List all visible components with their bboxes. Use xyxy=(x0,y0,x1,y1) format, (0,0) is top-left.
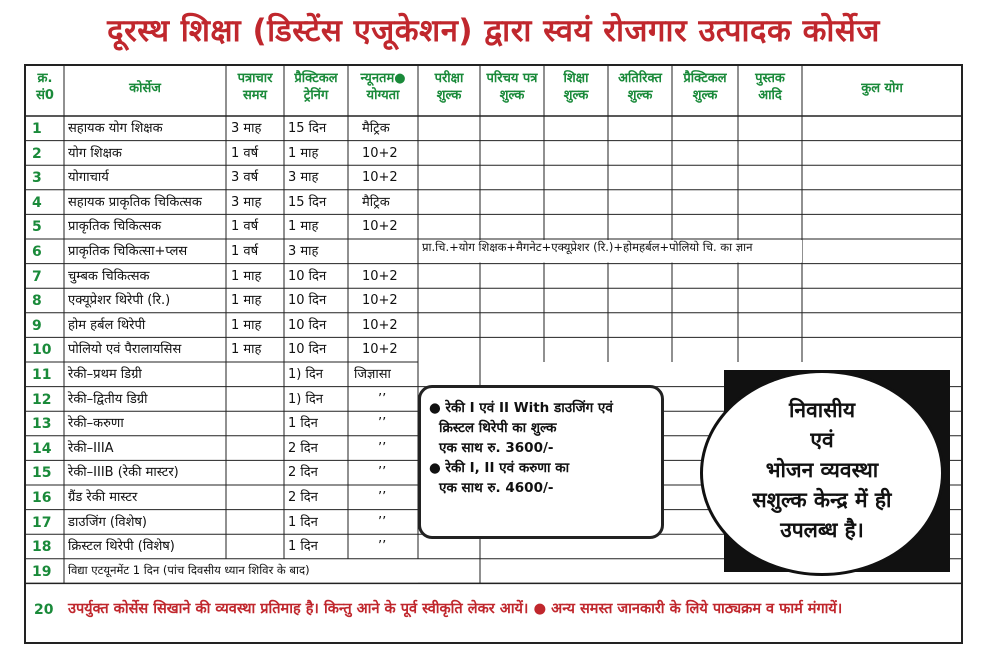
course-qualification: 10+2 xyxy=(362,268,398,284)
row-number: 9 xyxy=(32,317,42,334)
course-name: ग्रैंड रेकी मास्टर xyxy=(68,490,138,505)
reiki-fee-line3: एक साथ रु. 3600/- xyxy=(439,440,554,456)
residence-badge xyxy=(700,370,944,576)
header-extra-fee xyxy=(608,70,672,104)
course-practical: 1 दिन xyxy=(288,514,318,530)
course-practical: 10 दिन xyxy=(288,317,327,333)
row-number: 11 xyxy=(32,367,52,383)
reiki-fee-box xyxy=(418,385,664,539)
header-exam-fee xyxy=(418,70,480,104)
row-number: 2 xyxy=(32,145,42,162)
course-qualification: 10+2 xyxy=(362,293,398,309)
course-qualification: ’’ xyxy=(378,539,387,555)
course-name: प्राकृतिक चिकित्सा+प्लस xyxy=(68,244,188,259)
course-qualification: जिज्ञासा xyxy=(354,367,391,382)
header-course: कोर्सेज xyxy=(129,81,161,96)
residence-line5: उपलब्ध है। xyxy=(780,518,864,542)
course-qualification: मैट्रिक xyxy=(362,194,390,210)
reiki-fee-line2: क्रिस्टल थिरेपी का शुल्क xyxy=(439,420,557,436)
course-name: रेकी–प्रथम डिग्री xyxy=(68,367,142,382)
course-qualification: ’’ xyxy=(378,490,387,505)
course-practical: 2 दिन xyxy=(288,490,318,505)
header-duration xyxy=(226,70,284,104)
header-sno-line1: क्र. xyxy=(37,71,53,86)
row-number: 16 xyxy=(32,490,52,506)
course-duration: 1 वर्ष xyxy=(231,244,259,259)
header-practical-line1: प्रैक्टिकल xyxy=(294,71,338,86)
header-edu-fee-line1: शिक्षा xyxy=(563,71,589,86)
course-name: सहायक योग शिक्षक xyxy=(68,121,163,136)
row-number: 1 xyxy=(32,121,42,137)
course-qualification: ’’ xyxy=(378,440,387,456)
course-practical: 1) दिन xyxy=(288,367,323,382)
header-practical-fee xyxy=(672,70,738,104)
course-practical: 10 दिन xyxy=(288,268,327,284)
header-qualification-line2: योग्यता xyxy=(366,88,400,103)
header-qualification xyxy=(348,70,418,104)
header-id-fee-line1: परिचय पत्र xyxy=(486,71,538,86)
header-exam-fee-line2: शुल्क xyxy=(436,88,462,103)
row-number: 5 xyxy=(32,219,42,236)
header-books xyxy=(738,70,802,104)
course-qualification: ’’ xyxy=(378,416,387,432)
header-total: कुल योग xyxy=(861,81,903,96)
header-extra-fee-line1: अतिरिक्त xyxy=(618,71,662,86)
course-qualification: मैट्रिक xyxy=(362,121,390,136)
header-practical-fee-line2: शुल्क xyxy=(692,88,718,103)
row-number: 15 xyxy=(32,465,52,482)
course-duration: 1 वर्ष xyxy=(231,219,259,235)
course-qualification: 10+2 xyxy=(362,170,398,186)
header-practical-line2: ट्रेनिंग xyxy=(303,88,329,103)
course-name: एक्यूप्रेशर थिरेपी (रि.) xyxy=(68,293,171,309)
course-practical: 10 दिन xyxy=(288,342,327,358)
header-books-line2: आदि xyxy=(758,88,782,103)
row-number: 7 xyxy=(32,268,42,285)
header-practical-fee-line1: प्रैक्टिकल xyxy=(683,71,727,86)
course-duration: 3 वर्ष xyxy=(231,170,259,186)
course-name: डाउजिंग (विशेष) xyxy=(68,514,148,530)
course-duration: 1 माह xyxy=(231,317,262,333)
footer-row-number: 20 xyxy=(34,602,54,618)
header-edu-fee xyxy=(544,70,608,104)
row-number: 8 xyxy=(32,293,42,310)
header-practical xyxy=(284,70,348,104)
course-name: रेकी–द्वितीय डिग्री xyxy=(68,391,148,407)
row-number: 10 xyxy=(32,342,52,359)
course-duration: 1 माह xyxy=(231,268,262,284)
course-qualification: ’’ xyxy=(378,465,387,481)
course-name: होम हर्बल थिरेपी xyxy=(68,317,146,333)
row-number: 14 xyxy=(32,440,52,457)
header-exam-fee-line1: परीक्षा xyxy=(434,71,464,86)
course-practical: 15 दिन xyxy=(288,194,327,210)
row6-combined-note: प्रा.चि.+योग शिक्षक+मैगनेट+एक्यूप्रेशर (रि.)+होमहर्बल+पोलियो चि. का ज्ञान xyxy=(422,240,753,254)
header-sno-line2: सं0 xyxy=(36,88,54,103)
course-duration: 1 वर्ष xyxy=(231,145,259,161)
course-practical: 3 माह xyxy=(288,170,319,186)
course-name: रेकी–IIIB (रेकी मास्टर) xyxy=(68,465,179,481)
course-duration: 1 माह xyxy=(231,342,262,358)
row-number: 6 xyxy=(32,244,42,260)
header-sno xyxy=(26,70,64,104)
residence-line1: निवासीय xyxy=(788,398,856,422)
course-qualification: 10+2 xyxy=(362,145,398,161)
course-duration: 1 माह xyxy=(231,293,262,309)
course-name: रेकी–करुणा xyxy=(68,416,124,432)
course-name: सहायक प्राकृतिक चिकित्सक xyxy=(68,194,202,210)
course-practical: 10 दिन xyxy=(288,293,327,309)
course-practical: 2 दिन xyxy=(288,465,318,481)
reiki-fee-line1: ● रेकी I एवं II With डाउजिंग एवं xyxy=(429,400,613,416)
footer-note: उपर्युक्त कोर्सेस सिखाने की व्यवस्था प्रतिमाह है। किन्तु आने के पूर्व स्वीकृति लेकर आयें। ● अन्य समस्त जानकारी के लिये पाठ्यक्रम व फार्म मंगायें। xyxy=(68,601,843,617)
course-duration: 3 माह xyxy=(231,194,262,210)
header-edu-fee-line2: शुल्क xyxy=(563,88,589,103)
header-books-line1: पुस्तक xyxy=(755,71,785,86)
course-practical: 1) दिन xyxy=(288,391,323,407)
residence-line2: एवं xyxy=(810,428,834,452)
reiki-fee-line5: एक साथ रु. 4600/- xyxy=(439,480,554,496)
course-qualification: ’’ xyxy=(378,514,387,530)
row-number: 19 xyxy=(32,563,52,580)
course-name: रेकी–IIIA xyxy=(68,440,114,456)
course-practical: 15 दिन xyxy=(288,121,327,136)
course-qualification: 10+2 xyxy=(362,317,398,333)
header-duration-line1: पत्राचार xyxy=(237,71,273,86)
page-title: दूरस्थ शिक्षा (डिस्टेंस एजूकेशन) द्वारा स्वयं रोजगार उत्पादक कोर्सेज xyxy=(107,13,880,49)
course-practical: 2 दिन xyxy=(288,440,318,456)
course-practical: 3 माह xyxy=(288,244,319,259)
row-number: 12 xyxy=(32,391,52,408)
course-name: प्राकृतिक चिकित्सक xyxy=(68,219,162,235)
course-duration: 3 माह xyxy=(231,121,262,136)
course-qualification: 10+2 xyxy=(362,219,398,235)
course-practical: 1 माह xyxy=(288,219,319,235)
header-id-fee xyxy=(480,70,544,104)
row-number: 18 xyxy=(32,539,52,556)
course-qualification: 10+2 xyxy=(362,342,398,358)
residence-line3: भोजन व्यवस्था xyxy=(765,458,879,482)
course-practical: 1 दिन xyxy=(288,416,318,432)
header-extra-fee-line2: शुल्क xyxy=(627,88,653,103)
row-number: 17 xyxy=(32,514,52,531)
header-qualification-line1: न्यूनतम● xyxy=(360,71,406,86)
course-name: क्रिस्टल थिरेपी (विशेष) xyxy=(68,539,175,555)
course-practical: 1 दिन xyxy=(288,539,318,555)
row-number: 3 xyxy=(32,170,42,187)
reiki-fee-line4: ● रेकी I, II एवं करुणा का xyxy=(429,460,570,476)
row-number: 4 xyxy=(32,194,42,211)
course-qualification: ’’ xyxy=(378,391,387,407)
course-name: योग शिक्षक xyxy=(68,145,122,161)
course-name: पोलियो एवं पैरालायसिस xyxy=(68,342,182,358)
course-name: चुम्बक चिकित्सक xyxy=(68,268,150,284)
row-number: 13 xyxy=(32,416,52,433)
header-id-fee-line2: शुल्क xyxy=(499,88,525,103)
course-name: विद्या एटयूनमेंट 1 दिन (पांच दिवसीय ध्यान शिविर के बाद) xyxy=(68,562,310,577)
course-name: योगाचार्य xyxy=(68,170,109,186)
header-duration-line2: समय xyxy=(242,88,268,103)
course-practical: 1 माह xyxy=(288,145,319,161)
residence-line4: सशुल्क केन्द्र में ही xyxy=(752,488,892,512)
